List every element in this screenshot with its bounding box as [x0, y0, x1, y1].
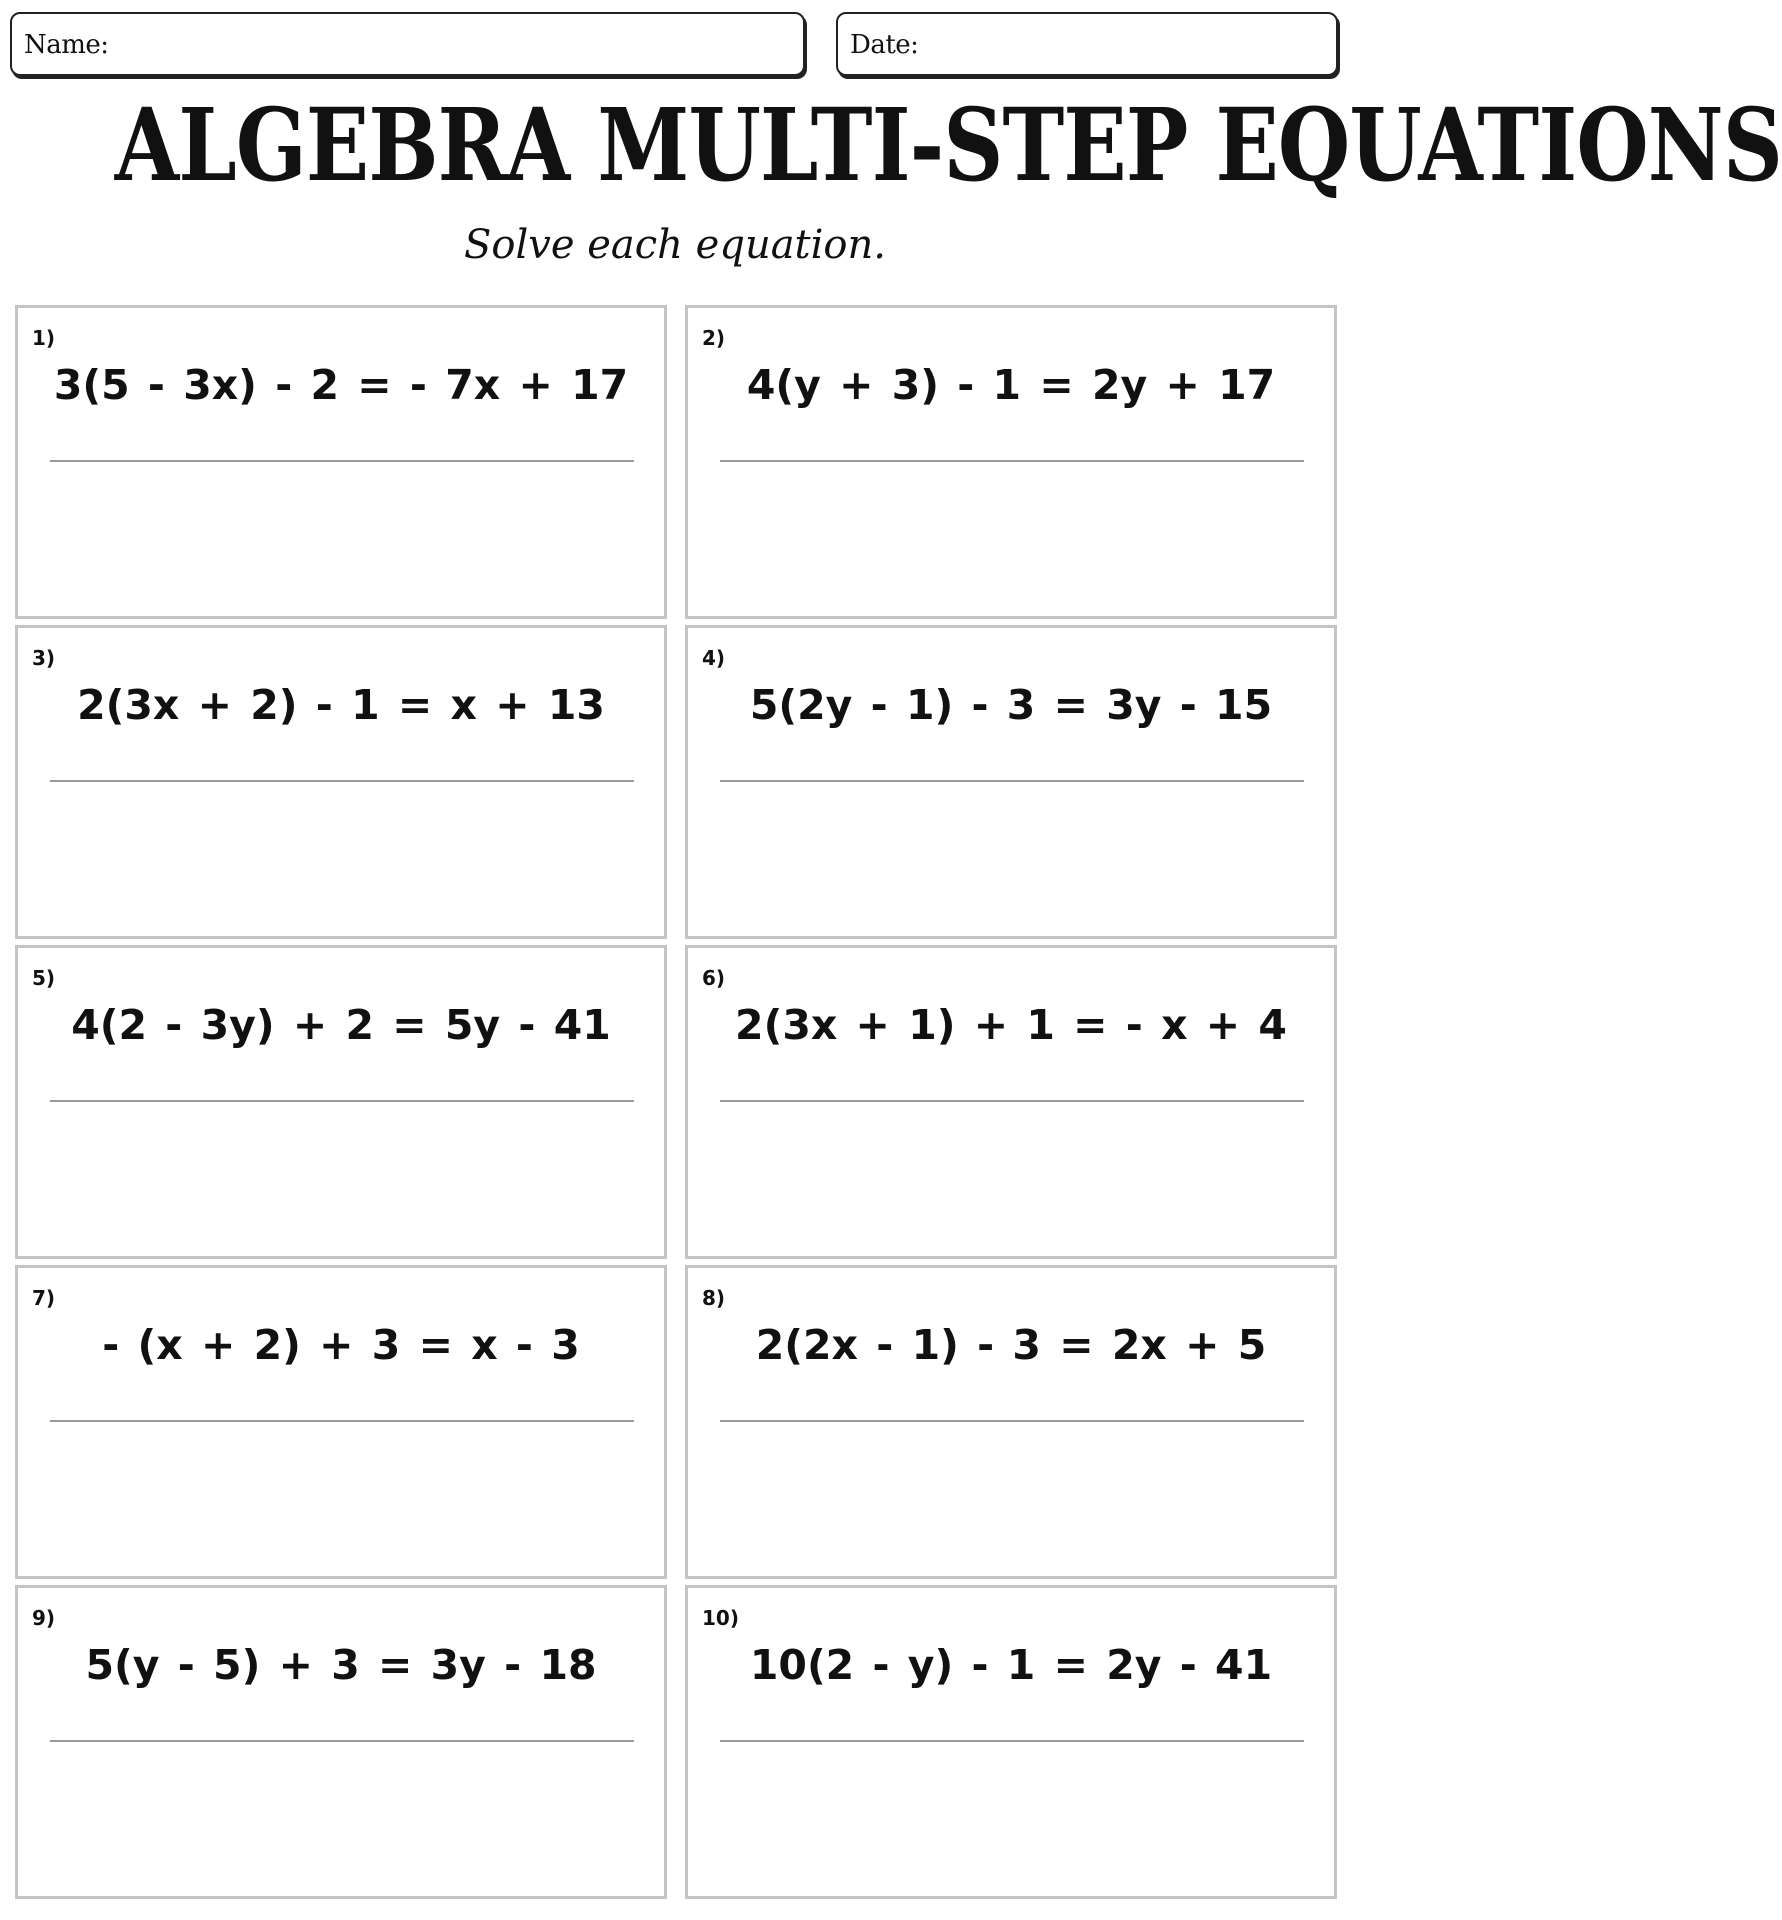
problem-number: 1) [32, 326, 56, 350]
problem-equation: 3(5 - 3x) - 2 = - 7x + 17 [53, 361, 629, 409]
problem-number: 7) [32, 1286, 56, 1310]
problem-equation: 2(3x + 2) - 1 = x + 13 [77, 681, 605, 729]
answer-line[interactable] [720, 1420, 1304, 1422]
problem-number: 10) [702, 1606, 739, 1630]
answer-line[interactable] [720, 460, 1304, 462]
problem-card [685, 1585, 1337, 1899]
problem-card [685, 305, 1337, 619]
problem-card [15, 1265, 667, 1579]
problem-number: 2) [702, 326, 726, 350]
problem-equation: 2(3x + 1) + 1 = - x + 4 [735, 1001, 1287, 1049]
problem-card [15, 625, 667, 939]
answer-line[interactable] [720, 780, 1304, 782]
problem-card [685, 1265, 1337, 1579]
problem-number: 9) [32, 1606, 56, 1630]
answer-line[interactable] [50, 1740, 634, 1742]
problem-number: 8) [702, 1286, 726, 1310]
problem-equation: 4(y + 3) - 1 = 2y + 17 [746, 361, 1276, 409]
answer-line[interactable] [720, 1100, 1304, 1102]
worksheet-title: ALGEBRA MULTI-STEP EQUATIONS [114, 86, 1782, 204]
problem-card [15, 945, 667, 1259]
date-field[interactable] [836, 12, 1338, 76]
problem-grid [15, 305, 1337, 1899]
name-label: Name: [24, 30, 109, 60]
problem-equation: 10(2 - y) - 1 = 2y - 41 [749, 1641, 1273, 1689]
problem-equation: - (x + 2) + 3 = x - 3 [102, 1321, 580, 1369]
problem-card [15, 1585, 667, 1899]
answer-line[interactable] [50, 1420, 634, 1422]
answer-line[interactable] [720, 1740, 1304, 1742]
problem-equation: 5(y - 5) + 3 = 3y - 18 [85, 1641, 597, 1689]
problem-number: 5) [32, 966, 56, 990]
problem-number: 3) [32, 646, 56, 670]
problem-number: 6) [702, 966, 726, 990]
problem-card [15, 305, 667, 619]
answer-line[interactable] [50, 780, 634, 782]
problem-card [685, 945, 1337, 1259]
problem-card [685, 625, 1337, 939]
answer-line[interactable] [50, 1100, 634, 1102]
name-field[interactable] [10, 12, 805, 76]
answer-line[interactable] [50, 460, 634, 462]
date-label: Date: [850, 30, 919, 60]
problem-equation: 5(2y - 1) - 3 = 3y - 15 [749, 681, 1273, 729]
problem-equation: 2(2x - 1) - 3 = 2x + 5 [755, 1321, 1267, 1369]
problem-equation: 4(2 - 3y) + 2 = 5y - 41 [71, 1001, 611, 1049]
problem-number: 4) [702, 646, 726, 670]
worksheet-instructions: Solve each equation. [464, 222, 886, 268]
